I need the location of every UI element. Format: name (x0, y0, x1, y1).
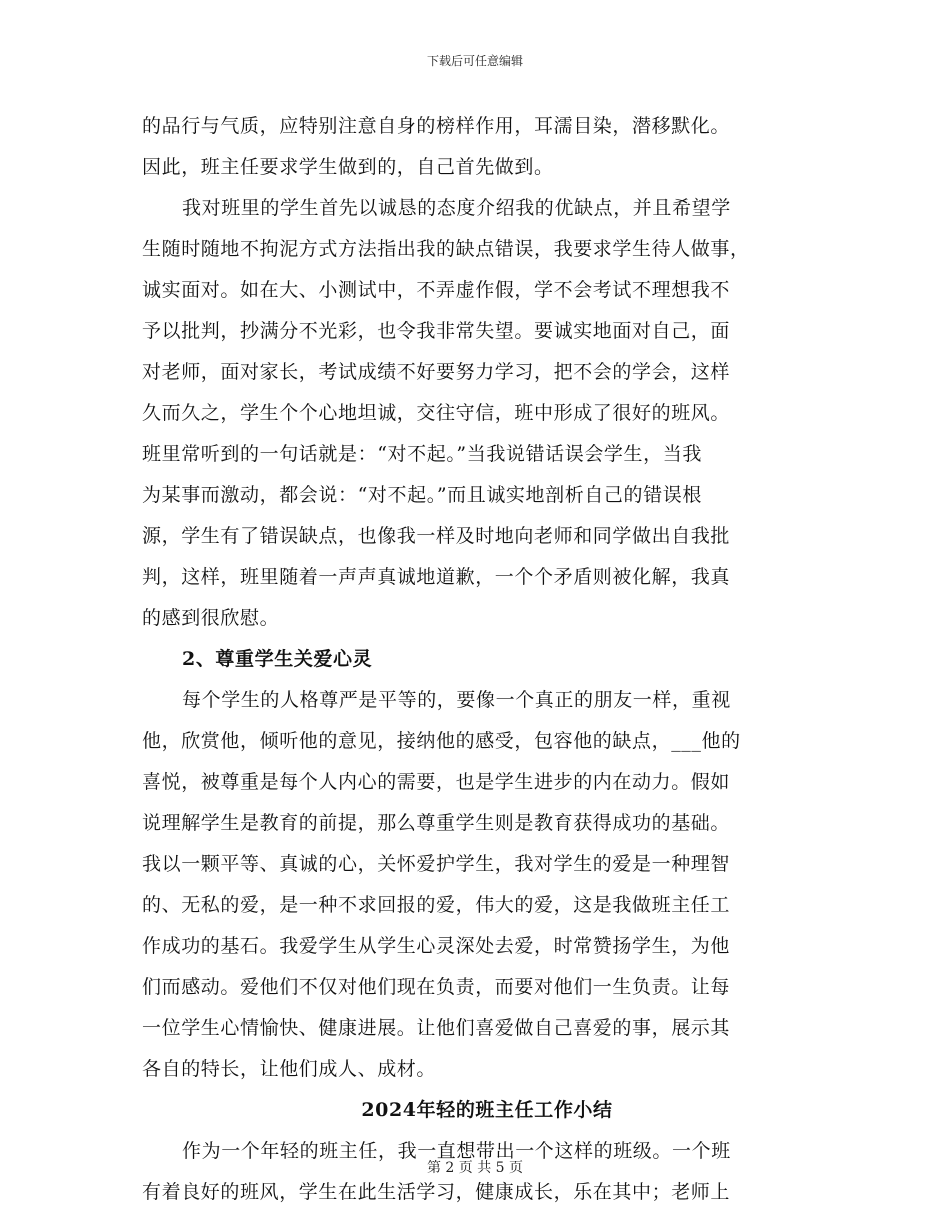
paragraph-line: 作成功的基石。我爱学生从学生心灵深处去爱，时常赞扬学生，为他 (142, 935, 731, 957)
paragraph-line: 说理解学生是教育的前提，那么尊重学生则是教育获得成功的基础。 (142, 812, 731, 834)
paragraph-line: 我以一颗平等、真诚的心，关怀爱护学生，我对学生的爱是一种理智 (142, 853, 731, 875)
paragraph-line: 的、无私的爱，是一种不求回报的爱，伟大的爱，这是我做班主任工 (142, 894, 731, 916)
paragraph-line: 为某事而激动，都会说：“对不起。”而且诚实地剖析自己的错误根 (142, 484, 702, 506)
paragraph-line: 的感到很欣慰。 (142, 607, 280, 629)
paragraph-line: 他，欣赏他，倾听他的意见，接纳他的感受，包容他的缺点，___他的 (142, 730, 741, 752)
paragraph-line: 们而感动。爱他们不仅对他们现在负责，而要对他们一生负责。让每 (142, 976, 731, 998)
paragraph-line: 生随时随地不拘泥方式方法指出我的缺点错误，我要求学生待人做事， (142, 238, 750, 260)
paragraph-line: 各自的特长，让他们成人、成材。 (142, 1058, 437, 1080)
section-heading: 2、尊重学生关爱心灵 (182, 648, 373, 670)
paragraph-line: 因此，班主任要求学生做到的，自己首先做到。 (142, 156, 554, 178)
paragraph-line: 有着良好的班风，学生在此生活学习，健康成长，乐在其中；老师上 (142, 1181, 731, 1203)
paragraph-line: 的品行与气质，应特别注意自身的榜样作用，耳濡目染，潜移默化。 (142, 115, 731, 137)
paragraph-line: 对老师，面对家长，考试成绩不好要努力学习，把不会的学会，这样 (142, 361, 731, 383)
paragraph-line: 我对班里的学生首先以诚恳的态度介绍我的优缺点，并且希望学 (182, 197, 731, 219)
paragraph-line: 诚实面对。如在大、小测试中，不弄虚作假，学不会考试不理想我不 (142, 279, 731, 301)
page-number: 第 2 页 共 5 页 (426, 1160, 524, 1176)
document-body (142, 106, 812, 1213)
paragraph-line: 喜悦，被尊重是每个人内心的需要，也是学生进步的内在动力。假如 (142, 771, 731, 793)
paragraph-line: 一位学生心情愉快、健康进展。让他们喜爱做自己喜爱的事，展示其 (142, 1017, 731, 1039)
paragraph-line: 予以批判，抄满分不光彩，也令我非常失望。要诚实地面对自己，面 (142, 320, 731, 342)
paragraph-line: 判，这样，班里随着一声声真诚地道歉，一个个矛盾则被化解，我真 (142, 566, 731, 588)
paragraph-line: 作为一个年轻的班主任，我一直想带出一个这样的班级。一个班 (182, 1140, 731, 1162)
paragraph-line: 班里常听到的一句话就是：“对不起。”当我说错话误会学生，当我 (142, 443, 702, 465)
paragraph-line: 源，学生有了错误缺点，也像我一样及时地向老师和同学做出自我批 (142, 525, 731, 547)
paragraph-line: 久而久之，学生个个心地坦诚，交往守信，班中形成了很好的班风。 (142, 402, 731, 424)
document-title: 2024年轻的班主任工作小结 (361, 1099, 613, 1121)
paragraph-line: 每个学生的人格尊严是平等的，要像一个真正的朋友一样，重视 (182, 689, 731, 711)
page-header: 下载后可任意编辑 (426, 54, 523, 68)
